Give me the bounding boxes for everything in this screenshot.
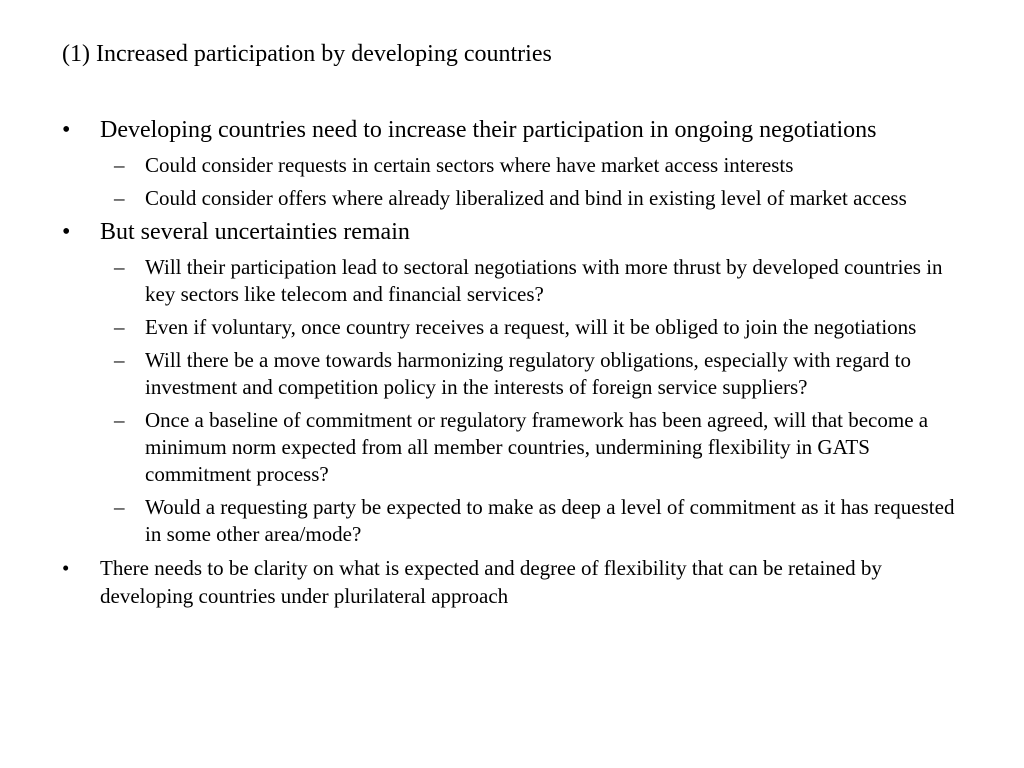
sub-bullet-text: Could consider offers where already liberalized and bind in existing level of market access <box>145 186 907 210</box>
dash-icon: – <box>114 153 125 177</box>
sub-bullet-item <box>62 314 962 341</box>
bullet-item <box>62 116 962 145</box>
bullet-text: But several uncertainties remain <box>100 219 410 245</box>
bullet-item <box>62 554 962 610</box>
slide-content <box>62 116 962 617</box>
dash-icon: – <box>114 348 125 372</box>
sub-bullet-text: Once a baseline of commitment or regulatory framework has been agreed, will that become a minimum norm expected from all member countries, undermining flexibility in GATS commitment process? <box>145 408 929 486</box>
dash-icon: – <box>114 255 125 279</box>
slide-title: (1) Increased participation by developing countries <box>62 41 552 67</box>
dash-icon: – <box>114 408 125 432</box>
sub-bullet-text: Will their participation lead to sectoral negotiations with more thrust by developed countries in key sectors like telecom and financial services? <box>145 255 943 306</box>
bullet-icon: • <box>62 117 71 143</box>
bullet-icon: • <box>62 556 70 580</box>
bullet-icon: • <box>62 219 71 245</box>
sub-bullet-item <box>62 347 962 401</box>
bullet-text: There needs to be clarity on what is expected and degree of flexibility that can be retained by developing countries under plurilateral approach <box>100 556 882 608</box>
sub-bullet-item <box>62 407 962 488</box>
sub-bullet-text: Even if voluntary, once country receives a request, will it be obliged to join the negotiations <box>145 315 917 339</box>
sub-bullet-item <box>62 254 962 308</box>
sub-bullet-text: Would a requesting party be expected to make as deep a level of commitment as it has requested in some other area/mode? <box>145 495 955 546</box>
sub-bullet-item <box>62 494 962 548</box>
sub-bullet-item <box>62 152 962 179</box>
sub-bullet-text: Could consider requests in certain sectors where have market access interests <box>145 153 794 177</box>
sub-bullet-item <box>62 185 962 212</box>
dash-icon: – <box>114 495 125 519</box>
sub-bullet-text: Will there be a move towards harmonizing regulatory obligations, especially with regard to investment and competition policy in the interests of foreign service suppliers? <box>145 348 912 399</box>
bullet-text: Developing countries need to increase their participation in ongoing negotiations <box>100 117 877 143</box>
dash-icon: – <box>114 186 125 210</box>
dash-icon: – <box>114 315 125 339</box>
bullet-item <box>62 218 962 247</box>
